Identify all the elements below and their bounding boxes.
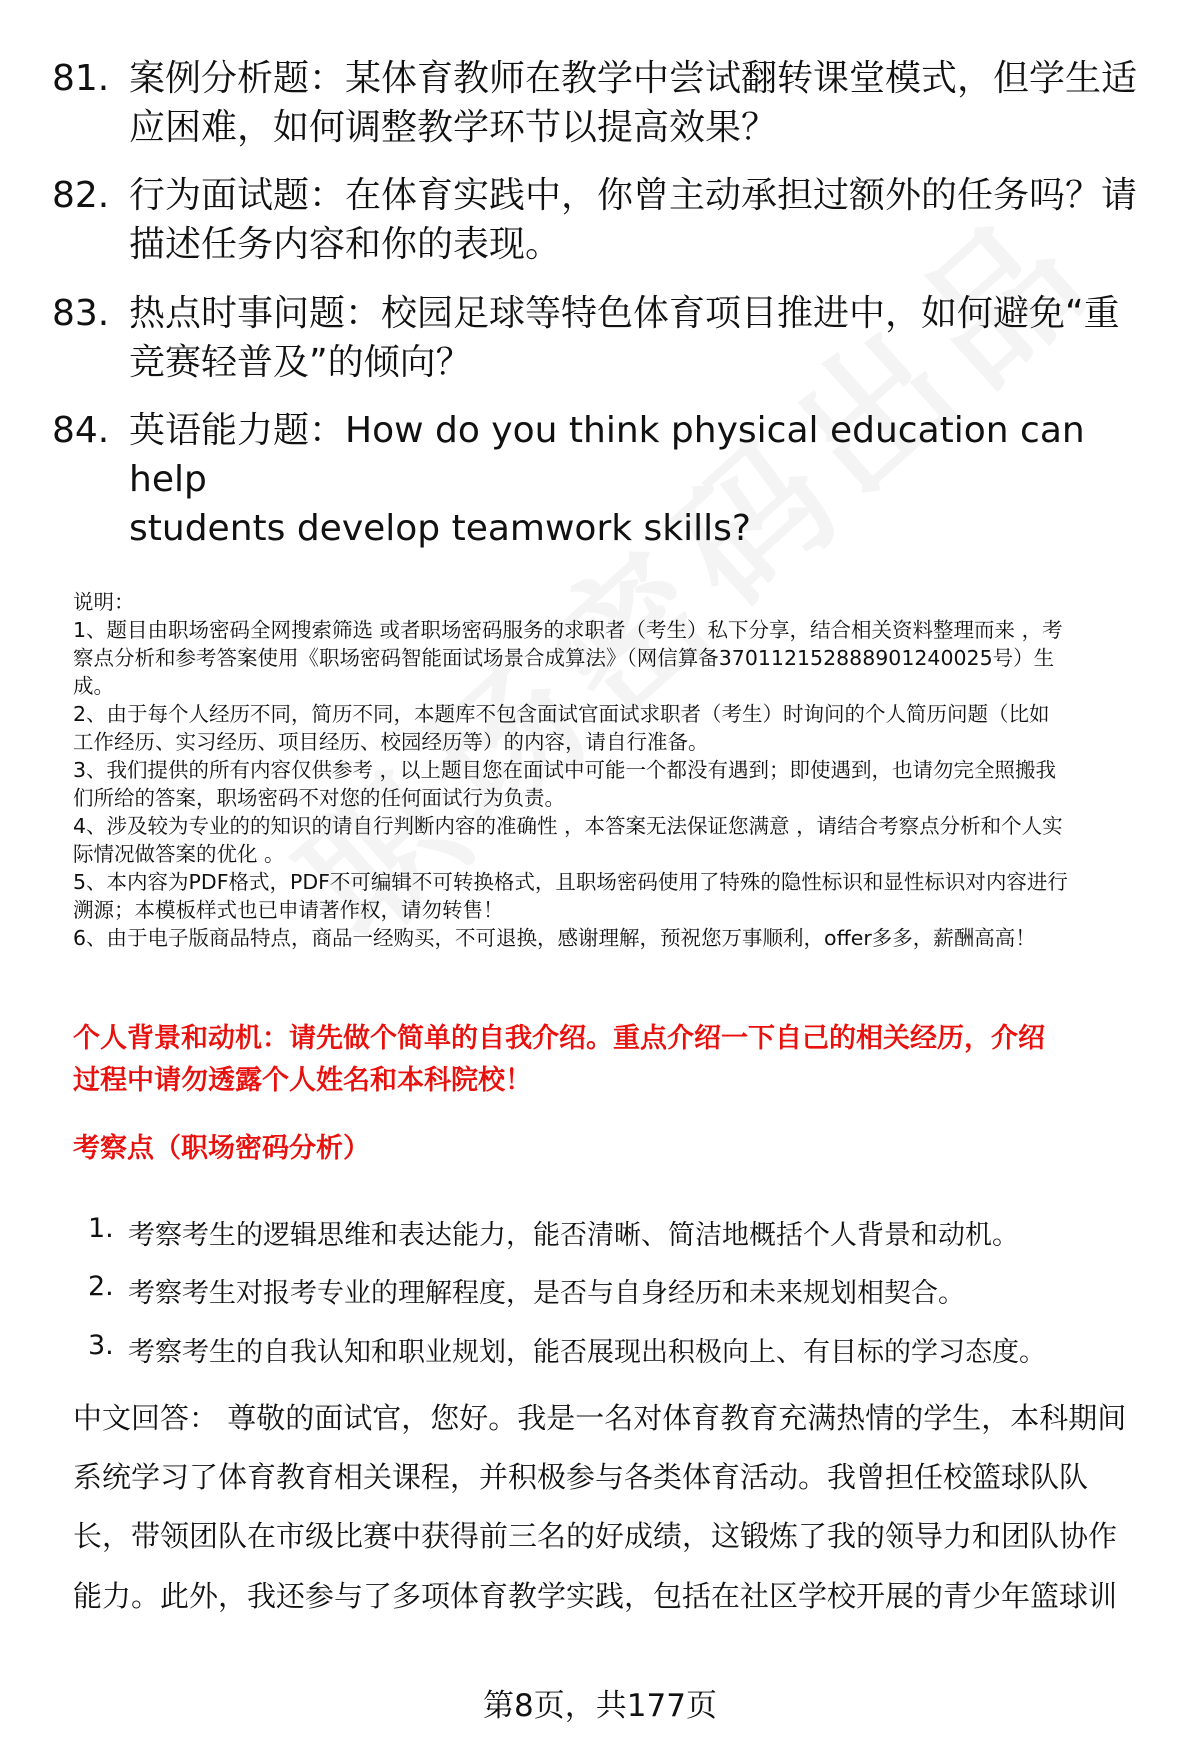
point-text: 考察考生对报考专业的理解程度，是否与自身经历和未来规划相契合。 xyxy=(128,1278,965,1309)
question-line: 应困难，如何调整教学环节以提高效果？ xyxy=(129,107,778,148)
section-title xyxy=(73,1018,1163,1102)
point-number: 1. xyxy=(88,1213,114,1244)
notes-line: 际情况做答案的优化 。 xyxy=(73,842,285,866)
notes-line: 4、涉及较为专业的的知识的请自行判断内容的准确性 ，本答案无法保证您满意 ，请结合考察点分析和个人实 xyxy=(73,814,1063,838)
page-footer: 第8页，共177页 xyxy=(483,1688,717,1724)
answer-line: 中文回答： 尊敬的面试官，您好。我是一名对体育教育充满热情的学生，本科期间 xyxy=(73,1401,1127,1435)
question-line: 英语能力题：How do you think physical education can help xyxy=(129,410,1085,500)
question-number: 83. xyxy=(52,293,110,334)
question-text xyxy=(129,171,1142,269)
question-line: 热点时事问题：校园足球等特色体育项目推进中，如何避免“重 xyxy=(129,293,1120,334)
question-number: 84. xyxy=(52,410,110,451)
answer-line: 能力。此外，我还参与了多项体育教学实践，包括在社区学校开展的青少年篮球训 xyxy=(73,1579,1118,1613)
notes-line: 5、本内容为PDF格式，PDF不可编辑不可转换格式，且职场密码使用了特殊的隐性标识和显性标识对内容进行 xyxy=(73,870,1068,894)
notes-line: 说明： xyxy=(73,590,135,614)
question-line: students develop teamwork skills? xyxy=(129,508,752,549)
notes-block xyxy=(73,588,1163,952)
question-number: 82. xyxy=(52,175,110,216)
notes-line: 们所给的答案，职场密码不对您的任何面试行为负责。 xyxy=(73,786,565,810)
point-text: 考察考生的自我认知和职业规划，能否展现出积极向上、有目标的学习态度。 xyxy=(128,1337,1046,1368)
point-number: 2. xyxy=(88,1271,114,1302)
notes-line: 6、由于电子版商品特点，商品一经购买，不可退换，感谢理解，预祝您万事顺利，offer多多，薪酬高高！ xyxy=(73,926,1036,950)
answer-line: 长，带领团队在市级比赛中获得前三名的好成绩，这锻炼了我的领导力和团队协作 xyxy=(73,1519,1118,1553)
section-title-line: 过程中请勿透露个人姓名和本科院校！ xyxy=(73,1065,532,1096)
question-text xyxy=(129,406,1142,553)
question-text xyxy=(129,289,1142,387)
question-text xyxy=(129,54,1142,152)
notes-line: 1、题目由职场密码全网搜索筛选 或者职场密码服务的求职者（考生）私下分享，结合相关资料整理而来 ，考 xyxy=(73,618,1063,642)
question-line: 行为面试题：在体育实践中，你曾主动承担过额外的任务吗？请 xyxy=(129,175,1138,216)
question-number: 81. xyxy=(52,58,110,99)
notes-line: 察点分析和参考答案使用《职场密码智能面试场景合成算法》（网信算备370112152888901240025号）生 xyxy=(73,646,1055,670)
answer-line: 系统学习了体育教育相关课程，并积极参与各类体育活动。我曾担任校篮球队队 xyxy=(73,1460,1089,1494)
point-number: 3. xyxy=(88,1330,114,1361)
point-text: 考察考生的逻辑思维和表达能力，能否清晰、简洁地概括个人背景和动机。 xyxy=(128,1220,1019,1251)
question-line: 描述任务内容和你的表现。 xyxy=(129,224,562,265)
notes-line: 2、由于每个人经历不同，简历不同，本题库不包含面试官面试求职者（考生）时询问的个人简历问题（比如 xyxy=(73,702,1050,726)
notes-line: 溯源；本模板样式也已申请著作权，请勿转售！ xyxy=(73,898,504,922)
question-line: 竞赛轻普及”的倾向？ xyxy=(129,342,472,383)
notes-line: 成。 xyxy=(73,674,114,698)
notes-line: 3、我们提供的所有内容仅供参考 ，以上题目您在面试中可能一个都没有遇到；即使遇到，也请勿完全照搬我 xyxy=(73,758,1057,782)
question-line: 案例分析题：某体育教师在教学中尝试翻转课堂模式，但学生适 xyxy=(129,58,1138,99)
notes-line: 工作经历、实习经历、项目经历、校园经历等）的内容，请自行准备。 xyxy=(73,730,709,754)
kaocha-title: 考察点（职场密码分析） xyxy=(73,1133,370,1164)
section-title-line: 个人背景和动机：请先做个简单的自我介绍。重点介绍一下自己的相关经历，介绍 xyxy=(73,1023,1045,1054)
